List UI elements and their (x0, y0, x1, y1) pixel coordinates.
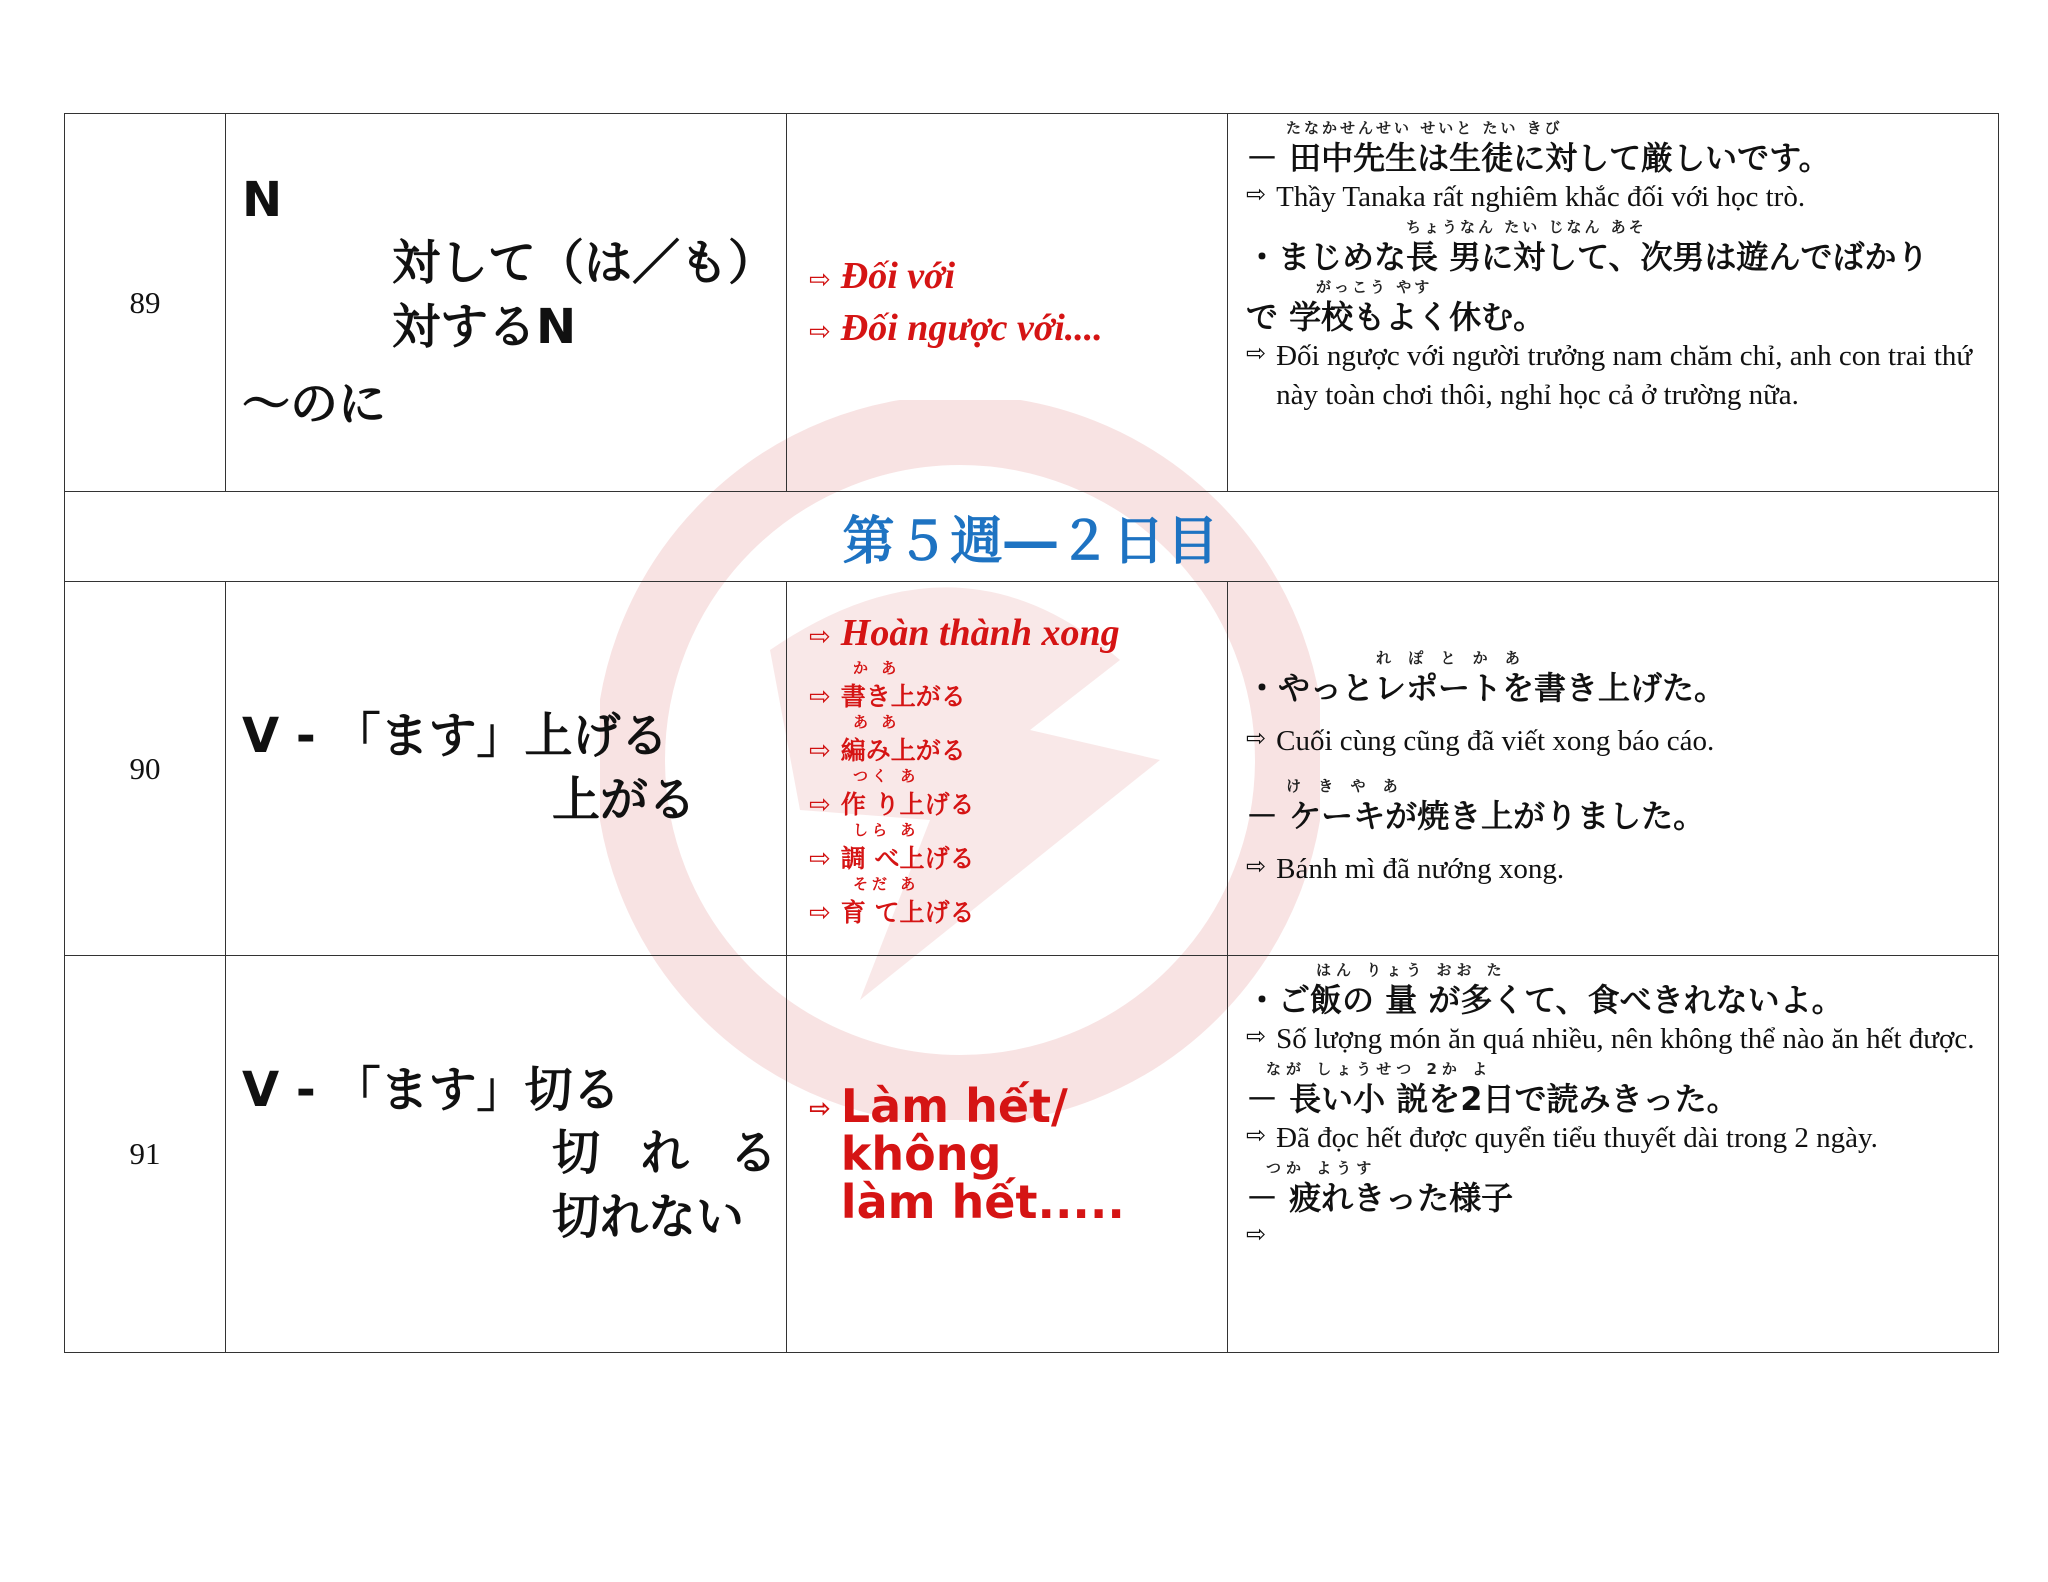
pattern-line: 対して（は／も） (392, 235, 777, 292)
meaning-text: làm hết..... (840, 1175, 1125, 1230)
example-jp: ・ご飯の 量 が多くて、食べきれないよ。 (1246, 981, 1844, 1019)
arrow-right-icon: ⇨ (809, 898, 831, 929)
week-header: 第５週―２日目 (65, 492, 1999, 582)
furigana: しら あ (853, 821, 920, 840)
bullet-dash: － (1246, 1080, 1290, 1119)
example-cell (1228, 582, 1999, 956)
arrow-right-icon: ⇨ (809, 316, 831, 347)
furigana: け き や あ (1286, 776, 1404, 795)
bullet-dash: － (1246, 1179, 1290, 1218)
row-number: 90 (65, 582, 226, 956)
example-jp: 長い小 説を2日で読みきった。 (1289, 1080, 1739, 1119)
meaning-verb: 書き上がる (840, 682, 966, 712)
furigana: ちょうなん たい じなん あそ (1406, 218, 1647, 237)
example-cell (1228, 956, 1999, 1353)
furigana: たなかせんせい せいと たい きび (1286, 119, 1563, 137)
arrow-right-icon: ⇨ (1246, 724, 1267, 753)
meaning-verb: 作 り上げる (840, 790, 975, 820)
table-row (65, 492, 1999, 582)
arrow-right-icon: ⇨ (1246, 1022, 1267, 1050)
pattern-line: 上がる (552, 771, 697, 828)
bullet-dash: － (1246, 139, 1290, 177)
meaning-text: Hoàn thành xong (840, 611, 1120, 654)
meaning-verb: 育 て上げる (840, 898, 975, 928)
grammar-table (64, 113, 1999, 1353)
meaning-cell (787, 114, 1228, 492)
meaning-text: Đối ngược với.... (840, 306, 1103, 349)
furigana: はん りょう おお た (1316, 961, 1507, 979)
furigana: なが しょうせつ 2か よ (1266, 1060, 1493, 1079)
meaning-text: Làm hết/ không (840, 1078, 1068, 1181)
table-row (65, 582, 1999, 956)
example-jp: ・やっとレポートを書き上げた。 (1246, 669, 1727, 708)
example-jp: ・まじめな長 男に対して、次男は遊んでばかり (1246, 238, 1929, 277)
grammar-pattern-cell (226, 582, 787, 956)
row-number: 91 (65, 956, 226, 1353)
arrow-right-icon: ⇨ (809, 265, 831, 296)
furigana: つか ようす (1266, 1159, 1377, 1178)
meaning-text: Đối với (840, 255, 956, 298)
furigana: か あ (853, 659, 901, 678)
furigana: あ あ (853, 713, 901, 732)
example-jp: ケーキが焼き上がりました。 (1289, 796, 1706, 835)
pattern-line: 切れない (552, 1188, 745, 1245)
example-vi: Thầy Tanaka rất nghiêm khắc đối với học trò. (1276, 181, 1806, 213)
arrow-right-icon: ⇨ (1246, 339, 1267, 368)
furigana: れ ぽ と か あ (1376, 649, 1526, 668)
arrow-right-icon: ⇨ (809, 844, 831, 875)
arrow-right-icon: ⇨ (809, 790, 831, 821)
meaning-verb: 調 べ上げる (840, 844, 975, 874)
example-vi: Cuối cùng cũng đã viết xong báo cáo. (1276, 725, 1715, 758)
grammar-table-sheet (64, 113, 1994, 1353)
pattern-line: V - 「ます」上げる (242, 708, 669, 765)
pattern-line: N (242, 171, 283, 228)
arrow-right-icon: ⇨ (809, 736, 831, 767)
arrow-right-icon: ⇨ (809, 621, 831, 652)
row-number: 89 (65, 114, 226, 492)
pattern-line: 対するN (392, 298, 577, 355)
arrow-right-icon: ⇨ (1246, 851, 1267, 880)
meaning-cell (787, 582, 1228, 956)
grammar-pattern-cell (226, 114, 787, 492)
meaning-cell (787, 956, 1228, 1353)
meaning-verb: 編み上がる (840, 736, 966, 766)
arrow-right-icon: ⇨ (1246, 180, 1267, 208)
arrow-right-icon: ⇨ (809, 682, 831, 713)
furigana: そだ あ (853, 875, 920, 894)
example-vi: Đối ngược với người trưởng nam chăm chỉ, anh con trai thứ này toàn chơi thôi, nghỉ học cả ở trường nữa. (1276, 340, 1973, 412)
pattern-line: 切 れ る (552, 1125, 790, 1182)
example-vi: Số lượng món ăn quá nhiều, nên không thể nào ăn hết được. (1276, 1023, 1975, 1055)
example-jp: 疲れきった様子 (1289, 1179, 1514, 1218)
grammar-pattern-cell (226, 956, 790, 1353)
bullet-dash: － (1246, 796, 1290, 835)
example-vi: Đã đọc hết được quyển tiểu thuyết dài trong 2 ngày. (1276, 1122, 1878, 1155)
example-jp: で 学校もよく休む。 (1246, 298, 1546, 337)
furigana: つく あ (853, 767, 920, 786)
table-row (65, 114, 1999, 492)
example-vi: Bánh mì đã nướng xong. (1276, 852, 1565, 885)
furigana: がっこう やす (1316, 278, 1433, 297)
pattern-line: ～のに (242, 375, 387, 432)
example-cell (1228, 114, 1999, 492)
arrow-right-icon: ⇨ (809, 1093, 831, 1124)
arrow-right-icon: ⇨ (1246, 1121, 1267, 1150)
example-jp: 田中先生は生徒に対して厳しいです。 (1289, 139, 1831, 177)
arrow-right-icon: ⇨ (1246, 1220, 1267, 1249)
pattern-line: V - 「ます」切る (242, 1061, 621, 1118)
table-row (65, 956, 1999, 1353)
